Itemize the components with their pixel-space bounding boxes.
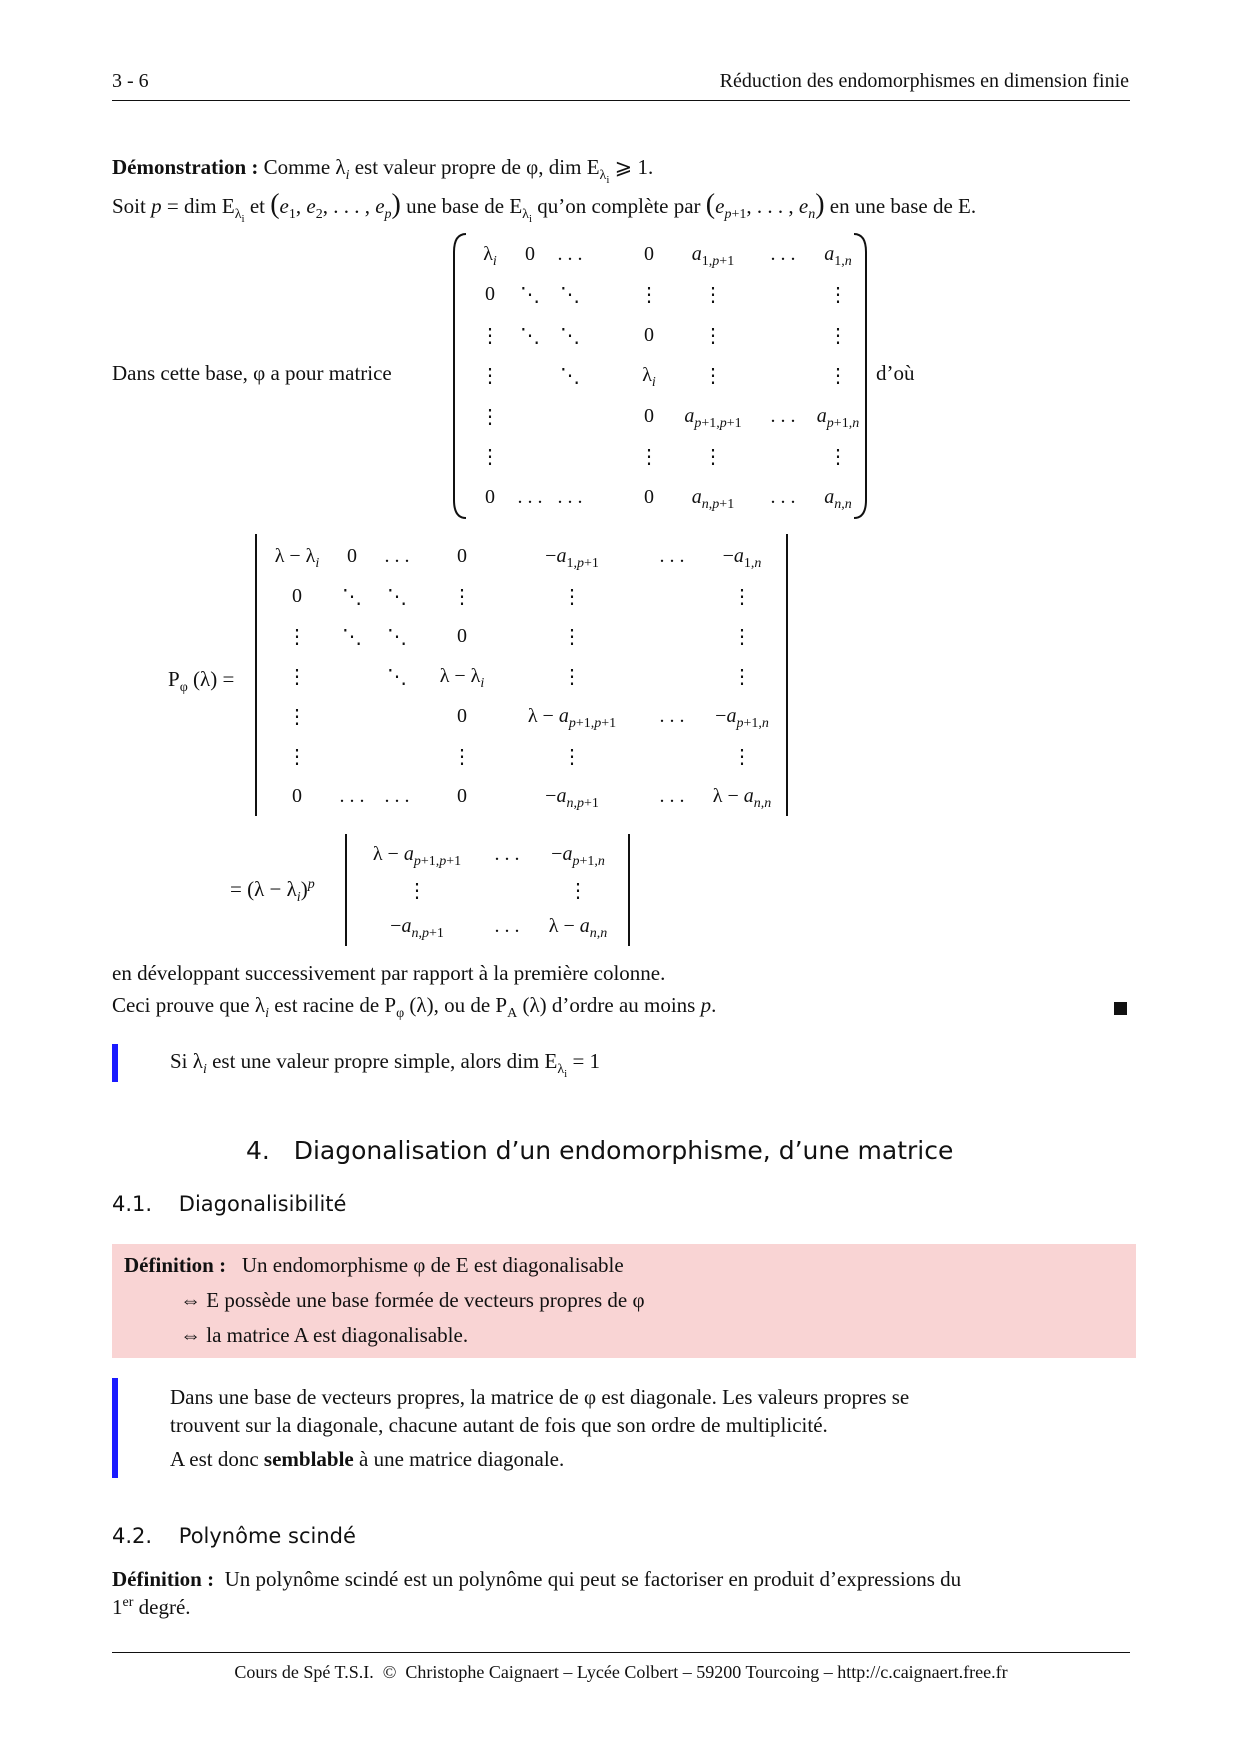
det-matrix: $\lambda - \lambda_i$ 0 . . . 0 $-a_{1,p+1}$ . . . $-a_{1,n}$ 0 ⋱ ⋱ ⋮ ⋮ ⋮ ⋮ ⋱ ⋱ 0 ⋮ ⋮ ⋮ ⋱ $\lambda - \lambda_i$ ⋮ ⋮ ⋮ 0 $\lambda - a_{p+1,p+1}$ . . . $-a_{p+1,n}$ ⋮ ⋮ ⋮ ⋮ 0 . . . . . . 0 $-a_{n,p+1}$ . . . $\lambda - a_{n,n}$ bbox=[274, 544, 772, 811]
matrix-after: d’où bbox=[876, 361, 915, 385]
remark-2-bar bbox=[112, 1378, 118, 1478]
header-rule bbox=[112, 100, 1130, 101]
p-phi-label: $P_\varphi$ (λ) = bbox=[168, 667, 235, 696]
definition-1-line-3: ⇔ la matrice A est diagonalisable. bbox=[180, 1323, 469, 1347]
qed-square bbox=[1114, 1002, 1127, 1015]
footer-text: Cours de Spé T.S.I. © Christophe Caignaert – Lycée Colbert – 59200 Tourcoing – http://c.caignaert.free.fr bbox=[234, 1662, 1008, 1682]
remark-1-bar bbox=[112, 1044, 118, 1082]
demo-label: Démonstration : bbox=[112, 155, 259, 179]
section-4-1-heading: 4.1. Diagonalisibilité bbox=[112, 1192, 347, 1216]
definition-2-line-1: Définition : Un polynôme scindé est un polynôme qui peut se factoriser en produit d’expressions du bbox=[112, 1567, 962, 1591]
det-right-bar bbox=[786, 534, 788, 816]
remark-2-line-3: A est donc semblable à une matrice diagonale. bbox=[170, 1447, 565, 1471]
section-4-heading: 4. Diagonalisation d’un endomorphisme, d’une matrice bbox=[246, 1136, 954, 1165]
phi-matrix: $\lambda_i$ 0 . . . 0 $a_{1,p+1}$ . . . $a_{1,n}$ 0 ⋱ ⋱ ⋮ ⋮ ⋮ ⋮ ⋱ ⋱ 0 ⋮ ⋮ ⋮ ⋱ $\lambda_i$ ⋮ ⋮ ⋮ 0 $a_{p+1,p+1}$ . . . $a_{p+1,n}$ ⋮ ⋮ ⋮ ⋮ 0 . . . . . . 0 $a_{n,p+1}$ . . . $a_{n,n}$ bbox=[480, 242, 860, 512]
matrix-intro: Dans cette base, φ a pour matrice bbox=[112, 361, 392, 385]
section-4-2-heading: 4.2. Polynôme scindé bbox=[112, 1524, 356, 1548]
definition-1-line-1: Définition : Un endomorphisme φ de E est diagonalisable bbox=[124, 1253, 624, 1277]
definition-2-line-2: 1er degré. bbox=[112, 1595, 191, 1619]
det2-right-bar bbox=[628, 834, 630, 946]
det-left-bar bbox=[255, 534, 257, 816]
definition-1-line-2: ⇔ E possède une base formée de vecteurs propres de φ bbox=[180, 1288, 645, 1312]
footer-rule bbox=[112, 1652, 1130, 1653]
running-title: Réduction des endomorphismes en dimension finie bbox=[719, 70, 1129, 92]
det2-matrix: $\lambda - a_{p+1,p+1}$ . . . $-a_{p+1,n}$ ⋮ ⋮ $-a_{n,p+1}$ . . . $\lambda - a_{n,n}$ bbox=[372, 842, 608, 941]
page-number: 3 - 6 bbox=[112, 70, 149, 92]
remark-2-line-2: trouvent sur la diagonale, chacune autant de fois que son ordre de multiplicité. bbox=[170, 1413, 828, 1437]
remark-2-line-1: Dans une base de vecteurs propres, la matrice de φ est diagonale. Les valeurs propres se bbox=[170, 1385, 910, 1409]
matrix-left-paren bbox=[452, 232, 468, 520]
det2-left-bar bbox=[345, 834, 347, 946]
remark-1: Si $\lambda_i$ est une valeur propre simple, alors dim $E_{\lambda_i} = 1$ bbox=[170, 1049, 601, 1080]
conclusion-1: en développant successivement par rapport à la première colonne. bbox=[112, 961, 666, 985]
demo-line-2: Soit p = dim $E_{\lambda_i}$ et ($e_1$, $e_2$, . . . , $e_p$) une base de $E_{\lambda_i}$ qu’on complète par ($e_{p+1}$, . . . , $e_n$) en une base de E. bbox=[112, 189, 977, 225]
eq-prefix: = $(\lambda - \lambda_i)^p$ bbox=[230, 877, 315, 906]
conclusion-2: Ceci prouve que $\lambda_i$ est racine de $P_\varphi$ (λ), ou de $P_A$ (λ) d’ordre au moins p. bbox=[112, 993, 717, 1022]
demo-line-1: Démonstration : Comme $\lambda_i$ est valeur propre de φ, dim $E_{\lambda_i}$ ⩾ 1. bbox=[112, 155, 654, 186]
